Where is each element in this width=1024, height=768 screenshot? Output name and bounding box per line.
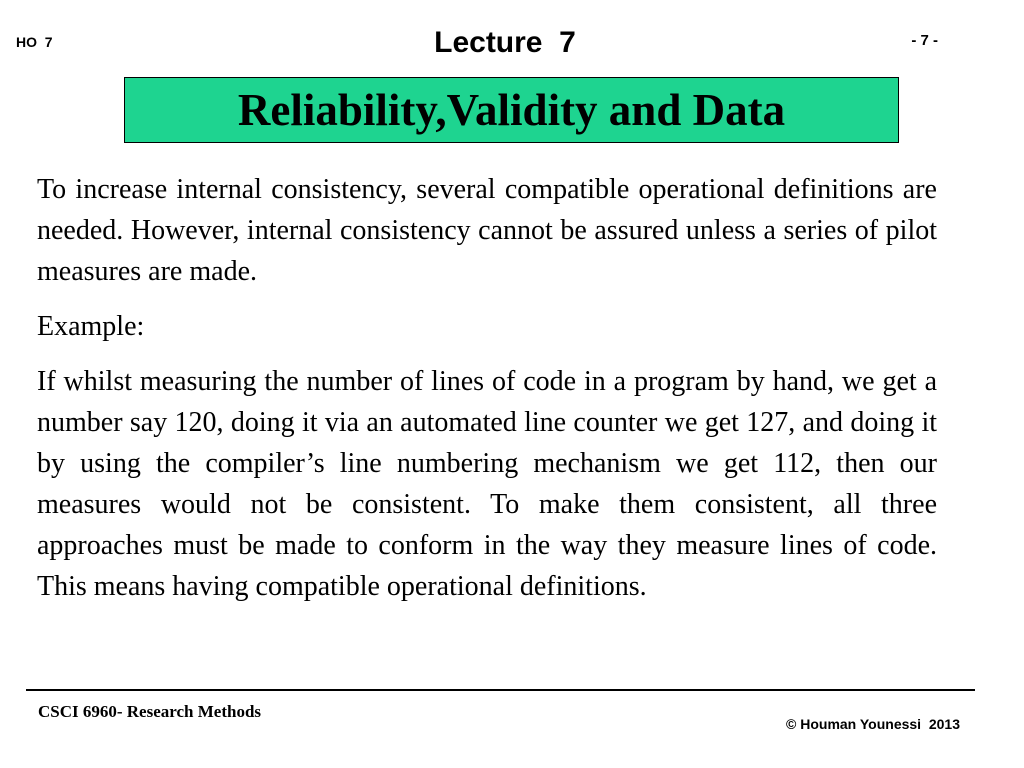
slide-body: [37, 169, 937, 621]
lecture-title: Lecture 7: [434, 26, 576, 59]
body-paragraph-example-label: Example:: [37, 311, 145, 342]
body-paragraph-intro: To increase internal consistency, several compatible operational definitions are needed. However, internal consistency cannot be assured unless a series of pilot measures are made.: [37, 174, 937, 287]
footer-copyright: © Houman Younessi 2013: [786, 716, 960, 732]
handout-label: HO 7: [16, 34, 53, 50]
slide-title-box: [124, 77, 899, 143]
footer-divider: [26, 689, 975, 691]
footer-course: CSCI 6960- Research Methods: [38, 702, 262, 721]
slide-title: Reliability,Validity and Data: [237, 84, 786, 135]
page-number: - 7 -: [911, 32, 938, 49]
body-paragraph-example: If whilst measuring the number of lines of code in a program by hand, we get a number say 120, doing it via an automated line counter we get 127, and doing it by using the compiler’s line numbering mechanism we get 112, then our measures would not be consistent. To make them consistent, all three approaches must be made to conform in the way they measure lines of code. This means having compatible operational definitions.: [37, 366, 937, 602]
